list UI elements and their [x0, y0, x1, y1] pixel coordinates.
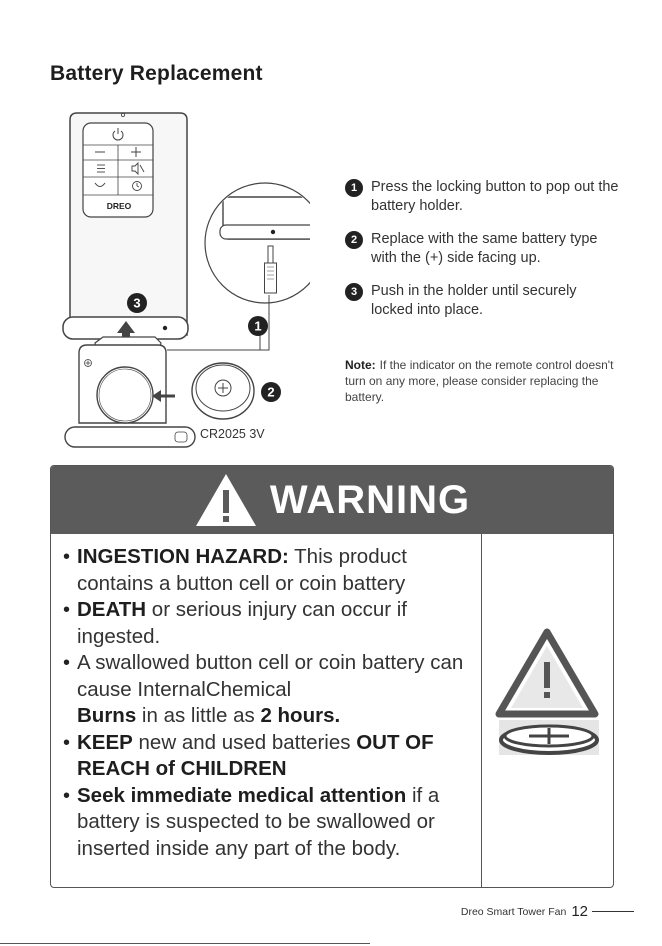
page-title: Battery Replacement — [50, 62, 263, 85]
warning-divider — [481, 534, 482, 888]
step-text: Push in the holder until securely locked into place. — [371, 283, 577, 318]
battery-replacement-illustration — [55, 105, 310, 460]
footer-brand: Dreo Smart Tower Fan — [460, 905, 567, 918]
step-2 — [345, 230, 625, 268]
battery-label: CR2025 3V — [200, 427, 265, 441]
step-text: Replace with the same battery type with the (+) side facing up. — [371, 231, 598, 266]
warning-item: • KEEP new and used batteries OUT OF REACH of CHILDREN — [63, 730, 434, 780]
note — [345, 357, 620, 405]
warning-item: • A swallowed button cell or coin battery can cause InternalChemical Burns in as little as 2 hours. — [63, 651, 464, 727]
step-1 — [345, 178, 625, 216]
step-3 — [345, 282, 625, 320]
step-number: 3 — [345, 283, 363, 301]
step-text: Press the locking button to pop out the battery holder. — [371, 179, 619, 214]
step-number: 2 — [345, 231, 363, 249]
warning-item: • Seek immediate medical attention if a battery is suspected to be swallowed or inserted inside any part of the body. — [63, 783, 440, 860]
warning-box — [50, 465, 614, 888]
page-number: 12 — [571, 903, 588, 920]
bottom-rule — [0, 943, 370, 944]
warning-header — [51, 466, 613, 534]
swallow-battery-warning-icon — [495, 628, 605, 758]
battery-slot — [97, 367, 153, 423]
svg-text:3: 3 — [133, 295, 141, 311]
warning-item: • DEATH or serious injury can occur if ingested. — [63, 598, 407, 648]
remote-brand: DREO — [106, 201, 132, 211]
warning-list — [61, 544, 481, 862]
note-text: If the indicator on the remote control doesn't turn on any more, please consider replacing the battery. — [345, 358, 614, 404]
steps-list — [345, 178, 625, 334]
svg-text:1: 1 — [254, 318, 262, 334]
page-footer — [461, 903, 634, 920]
remote-base — [65, 427, 195, 447]
note-label: Note: — [345, 358, 376, 372]
svg-text:2: 2 — [267, 384, 275, 400]
step-number: 1 — [345, 179, 363, 197]
footer-rule — [592, 911, 634, 912]
warning-item: • INGESTION HAZARD: This product contains a button cell or coin battery — [63, 545, 407, 595]
coin-battery — [192, 363, 254, 419]
warning-title: WARNING — [269, 477, 471, 522]
warning-triangle-icon — [194, 472, 258, 528]
